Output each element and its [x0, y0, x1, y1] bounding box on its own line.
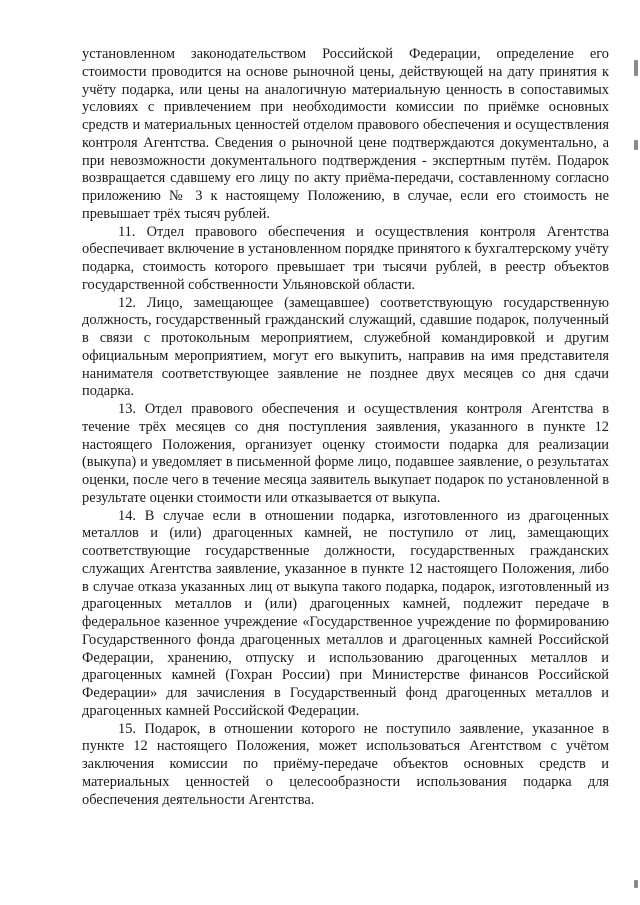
paragraph-11: 11. Отдел правового обеспечения и осуществления контроля Агентства обеспечивает включение в установленном порядке принятого к бухгалтерскому учёту подарка, стоимость которого превышает три тысячи рублей, в реестр объектов государственной собственности Ульяновской области.: [82, 223, 609, 293]
scan-edge-mark-upper: [634, 140, 638, 150]
paragraph-13: 13. Отдел правового обеспечения и осуществления контроля Агентства в течение трёх месяцев со дня поступления заявления, указанного в пункте 12 настоящего Положения, организует оценку стоимости подарка для реализации (выкупа) и уведомляет в письменной форме лицо, подавшее заявление, о результатах оценки, после чего в течение месяца заявитель выкупает подарок по установленной в результате оценки стоимости или отказывается от выкупа.: [82, 401, 609, 506]
paragraph-14: 14. В случае если в отношении подарка, изготовленного из драгоценных металлов и (или) драгоценных камней, не поступило от лиц, замещающих соответствующие государственные должности, государственных гражданских служащих Агентства заявление, указанное в пункте 12 настоящего Положения, либо в случае отказа указанных лиц от выкупа такого подарка, подарок, изготовленный из драгоценных металлов и (или) драгоценных камней, подлежит передаче в федеральное казенное учреждение «Государственное учреждение по формированию Государственного фонда драгоценных металлов и драгоценных камней Российской Федерации, хранению, отпуску и использованию драгоценных металлов и драгоценных камней (Гохран России) при Министерстве финансов Российской Федерации» для зачисления в Государственный фонд драгоценных металлов и драгоценных камней Российской Федерации.: [82, 507, 609, 719]
paragraph-continuation: установленном законодательством Российской Федерации, определение его стоимости проводится на основе рыночной цены, действующей на дату принятия к учёту подарка, или цены на аналогичную материальную ценность в сопоставимых условиях с привлечением при необходимости комиссии по приёмке основных средств и материальных ценностей отделом правового обеспечения и осуществления контроля Агентства. Сведения о рыночной цене подтверждаются документально, а при невозможности документального подтверждения - экспертным путём. Подарок возвращается сдавшему его лицу по акту приёма-передачи, составленному согласно приложению № 3 к настоящему Положению, в случае, если его стоимость не превышает трёх тысяч рублей.: [82, 46, 609, 222]
paragraph-12: 12. Лицо, замещающее (замещавшее) соответствующую государственную должность, государственный гражданский служащий, сдавшие подарок, полученный в связи с протокольным мероприятием, служебной командировкой и другим официальным мероприятием, могут его выкупить, направив на имя представителя нанимателя соответствующее заявление не позднее двух месяцев со дня сдачи подарка.: [82, 294, 609, 400]
paragraph-15: 15. Подарок, в отношении которого не поступило заявление, указанное в пункте 12 настоящего Положения, может использоваться Агентством с учётом заключения комиссии по приёму-передаче объектов основных средств и материальных ценностей о целесообразности использования подарка для обеспечения деятельности Агентства.: [82, 720, 609, 808]
scan-edge-mark-bottom: [634, 880, 638, 888]
scan-edge-mark-top: [634, 60, 638, 76]
document-page: [82, 46, 609, 809]
